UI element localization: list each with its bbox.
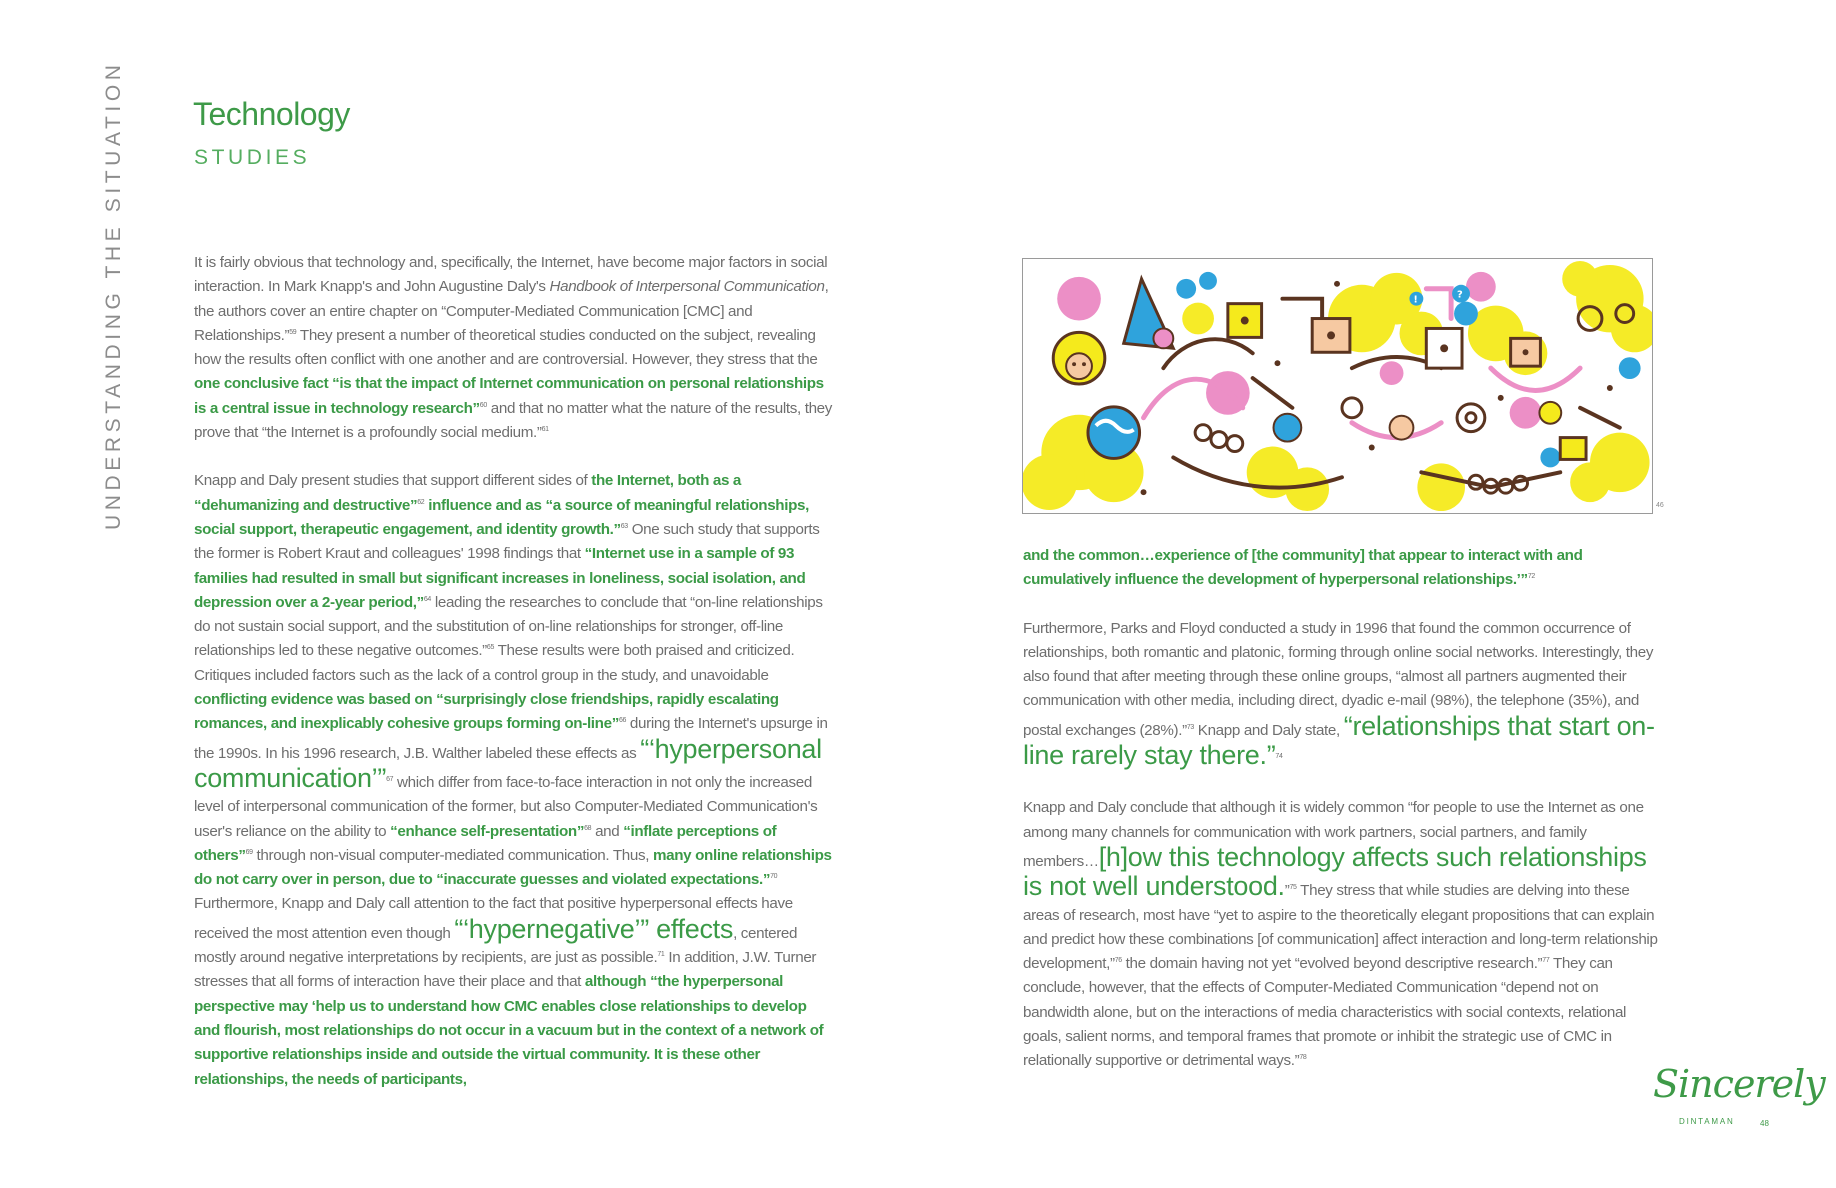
highlight-text: although “the hyperpersonal perspective may ‘help us to understand how CMC enables close relationships to develop and flourish, most relationships do not occur in a vacuum but in the context of a network of supportive relationships inside and outside the virtual community. It is these other relationships, the needs of participants, bbox=[194, 973, 824, 1088]
highlight-text: many online relationships do not carry over in person, due to “inaccurate guesses and violated expectations.” bbox=[194, 846, 832, 889]
footnote-ref: 63 bbox=[620, 522, 628, 530]
book-title: Handbook of Interpersonal Communication bbox=[549, 278, 825, 296]
footnote-ref: 61 bbox=[541, 426, 549, 434]
footnote-ref: 69 bbox=[245, 848, 253, 856]
footnote-ref: 72 bbox=[1527, 573, 1535, 581]
footnote-ref: 76 bbox=[1114, 957, 1122, 965]
footnote-ref: 66 bbox=[618, 717, 627, 725]
brand-name: DINTAMAN bbox=[1679, 1117, 1735, 1126]
signature-script: Sincerely bbox=[1653, 1062, 1825, 1106]
page-number: 48 bbox=[1760, 1119, 1769, 1128]
doodle-artwork bbox=[1023, 259, 1652, 513]
footnote-ref: 64 bbox=[423, 595, 431, 603]
footnote-ref: 68 bbox=[584, 824, 592, 832]
page-subtitle: STUDIES bbox=[194, 146, 311, 169]
footnote-ref: 75 bbox=[1289, 884, 1297, 892]
pull-quote: “‘hypernegative’” effects bbox=[454, 913, 734, 944]
technology-illustration bbox=[1022, 258, 1653, 514]
footnote-ref: 60 bbox=[479, 401, 487, 409]
highlight-text: influence and as “a source of meaningful relationships, social support, therapeutic engagement, and identity growth.” bbox=[194, 496, 810, 538]
page-title: Technology bbox=[193, 96, 350, 132]
footnote-ref: 71 bbox=[657, 950, 665, 958]
highlight-text: and the common…experience of [the community] that appear to interact with and cumulatively influence the development of hyperpersonal relationships.’” bbox=[1023, 547, 1583, 589]
right-column bbox=[1023, 544, 1663, 1074]
highlight-text: “inflate perceptions of others” bbox=[194, 822, 777, 864]
footnote-ref: 59 bbox=[289, 328, 297, 336]
highlight-text: conflicting evidence was based on “surprisingly close friendships, rapidly escalating romances, and inexplicably cohesive groups forming on-line” bbox=[194, 691, 779, 733]
footnote-ref: 77 bbox=[1542, 957, 1550, 965]
left-column bbox=[194, 251, 834, 1092]
footnote-ref: 74 bbox=[1275, 753, 1283, 761]
svg-text:?: ? bbox=[1457, 289, 1463, 301]
highlight-text: one conclusive fact “is that the impact of Internet communication on personal relationships is a central issue in technology research” bbox=[194, 375, 824, 417]
section-label: UNDERSTANDING THE SITUATION bbox=[102, 60, 125, 530]
paragraph-parks-floyd: Furthermore, Parks and Floyd conducted a study in 1996 that found the common occurrence of relationships, both romantic and platonic, forming through online social networks. Interestingly, they also found that after meeting through these online groups, “almost all partners augmented their communication with other media, including direct, dyadic e-mail (98%), the telephone (35%), and postal exchanges (28%).”$^{73}$ Knapp and Daly state, “relationships that start on-line rarely stay there.”$^{74}$ bbox=[1023, 619, 1655, 771]
footnote-ref: 62 bbox=[417, 498, 425, 506]
highlight-text: the Internet, both as a “dehumanizing and destructive” bbox=[194, 472, 742, 514]
pull-quote: “‘hyperpersonal communication’” bbox=[194, 733, 822, 793]
paragraph-continued bbox=[1023, 544, 1663, 593]
paragraph-conclusion: Knapp and Daly conclude that although it is widely common “for people to use the Internet as one among many channels for communication with work partners, social partners, and family members…[h]ow this technology affects such relationships is not well understood.”$^{75}$ They stress that while studies are delving into these areas of research, most have “yet to aspire to the theoretically elegant propositions that can explain and predict how these combinations [of communication] affect interaction and long-term relationship development,”$^{76}$ the domain having not yet “evolved beyond descriptive research.”$^{77}$ They can conclude, however, that the effects of Computer-Mediated Communication “depend not on bandwidth alone, but on the interactions of media characteristics with social contexts, relational goals, salient norms, and temporal frames that promote or inhibit the strategic use of CMC in relationally supportive or detrimental ways.”$^{78}$ bbox=[1023, 799, 1658, 1070]
signature-logo bbox=[1653, 1062, 1825, 1132]
footnote-ref: 65 bbox=[486, 644, 494, 652]
pull-quote: [h]ow this technology affects such relationships is not well understood. bbox=[1023, 841, 1647, 902]
paragraph-studies: Knapp and Daly present studies that support different sides of the Internet, both as a “dehumanizing and destructive”$^{62}$ influence and as “a source of meaningful relationships, social support, therapeutic engagement, and identity growth.”$^{63}$ One such study that supports the former is Robert Kraut and colleagues' 1998 findings that “Internet use in a sample of 93 families had resulted in small but significant increases in loneliness, social isolation, and depression over a 2-year period,”$^{64}$ leading the researches to conclude that “on-line relationships do not sustain social support, and the substitution of on-line relationships for stronger, off-line relationships led to these negative outcomes.”$^{65}$ These results were both praised and criticized. Critiques included factors such as the lack of a control group in the study, and unavoidable conflicting evidence was based on “surprisingly close friendships, rapidly escalating romances, and inexplicably cohesive groups forming on-line”$^{66}$ during the Internet's upsurge in the 1990s. In his 1996 research, J.B. Walther labeled these effects as “‘hyperpersonal communication’”$^{67}$ which differ from face-to-face interaction in not only the increased level of interpersonal communication of the former, but also Computer-Mediated Communication's user's reliance on the ability to “enhance self-presentation”$^{68}$ and “inflate perceptions of others”$^{69}$ through non-visual computer-mediated communication. Thus, many online relationships do not carry over in person, due to “inaccurate guesses and violated expectations.”$^{70}$ Furthermore, Knapp and Daly call attention to the fact that positive hyperpersonal effects have received the most attention even though “‘hypernegative’” effects, centered mostly around negative interpretations by recipients, are just as possible.$^{71}$ In addition, J.W. Turner stresses that all forms of interaction have their place and that although “the hyperpersonal perspective may ‘help us to understand how CMC enables close relationships to develop and flourish, most relationships do not occur in a vacuum but in the context of a network of supportive relationships inside and outside the virtual community. It is these other relationships, the needs of participants, bbox=[194, 472, 832, 1088]
footnote-ref: 78 bbox=[1299, 1054, 1307, 1062]
svg-text:!: ! bbox=[1413, 294, 1418, 306]
highlight-text: “Internet use in a sample of 93 families had resulted in small but significant increases in loneliness, social isolation, and depression over a 2-year period,” bbox=[194, 545, 806, 611]
paragraph-intro: It is fairly obvious that technology and, specifically, the Internet, have become major factors in social interaction. In Mark Knapp's and John Augustine Daly's Handbook of Interpersonal Communication, the authors cover an entire chapter on “Computer-Mediated Communication [CMC] and Relationships.”$^{59}$ They present a number of theoretical studies conducted on the subject, revealing how the results often conflict with one another and are controversial. However, they stress that the one conclusive fact “is that the impact of Internet communication on personal relationships is a central issue in technology research”$^{60}$ and that no matter what the nature of the results, they prove that “the Internet is a profoundly social medium.”$^{61}$ bbox=[194, 254, 833, 442]
figure-number: 46 bbox=[1656, 502, 1664, 509]
highlight-text: “enhance self-presentation” bbox=[390, 822, 585, 840]
pull-quote: “relationships that start on-line rarely stay there.” bbox=[1023, 710, 1655, 771]
footnote-ref: 70 bbox=[770, 873, 778, 881]
footnote-ref: 73 bbox=[1186, 723, 1194, 731]
footnote-ref: 67 bbox=[386, 775, 394, 783]
